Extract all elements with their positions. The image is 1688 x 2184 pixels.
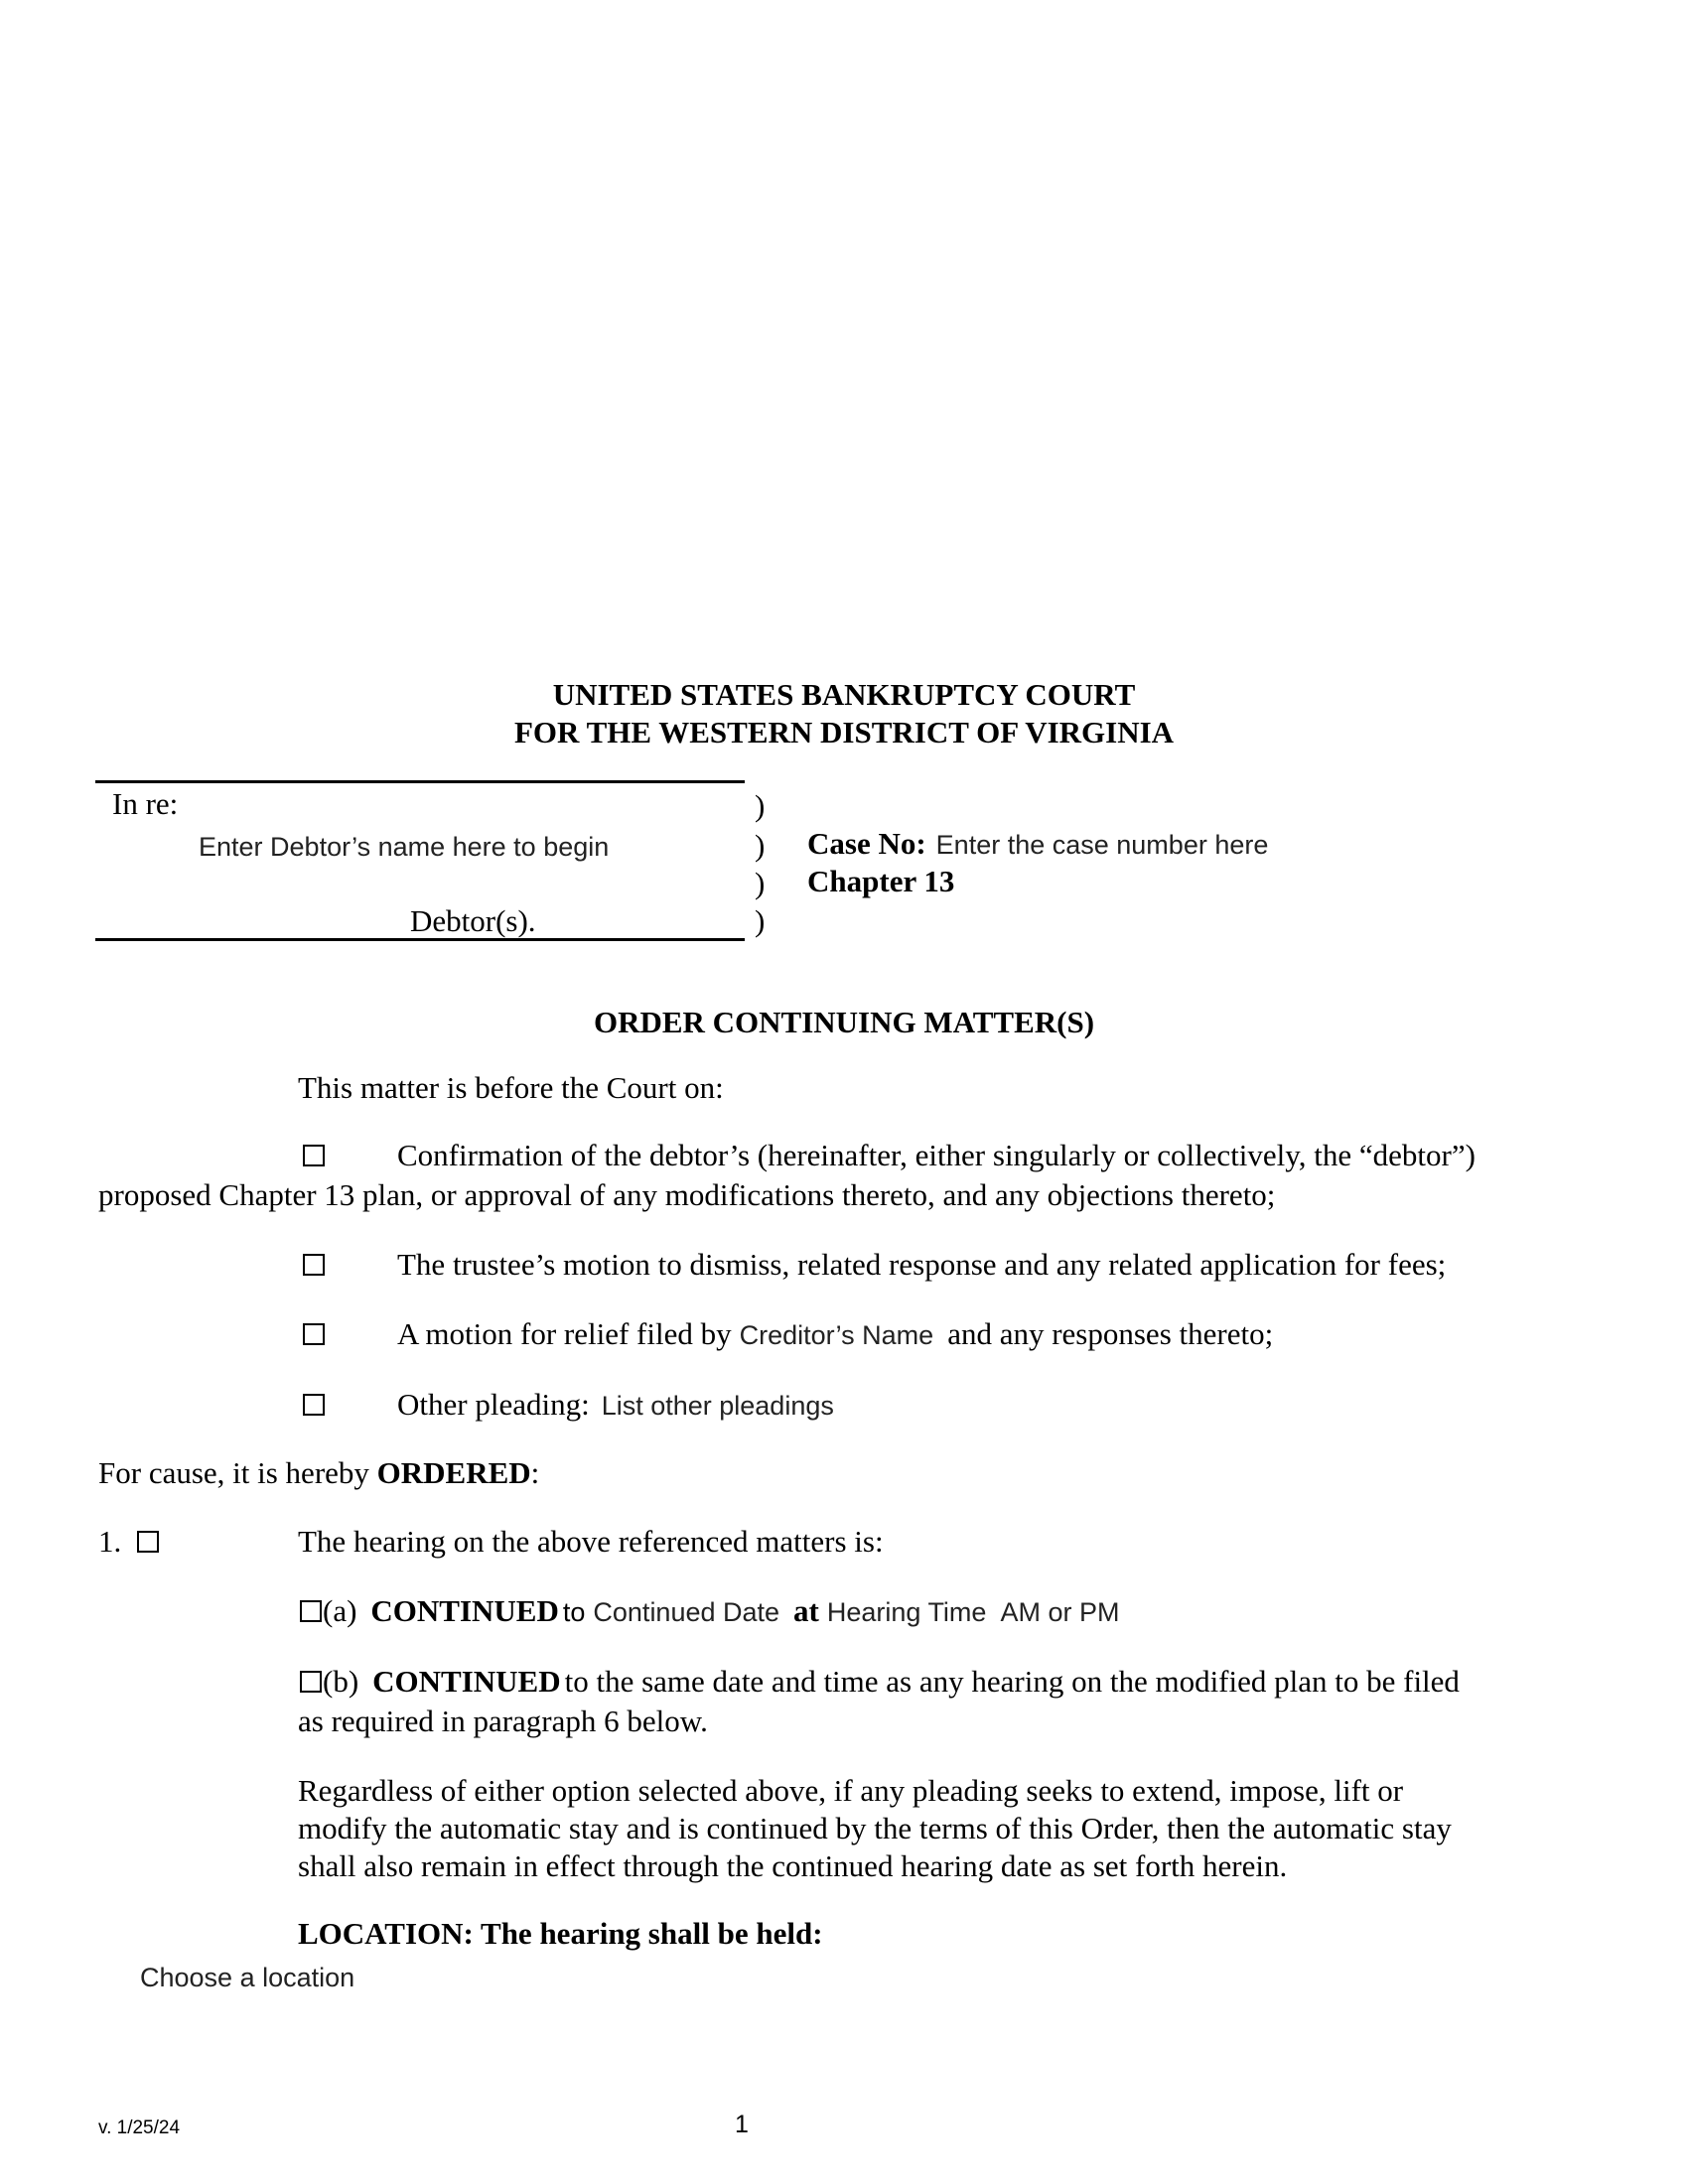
option-b-label: (b) <box>323 1664 359 1699</box>
case-number-field[interactable]: Enter the case number here <box>935 830 1269 860</box>
ordered-post: : <box>530 1455 540 1490</box>
ordered-bold: ORDERED <box>376 1455 531 1490</box>
dismiss-text: The trustee’s motion to dismiss, related response and any related application for fees; <box>397 1247 1447 1282</box>
caption-paren: ) <box>755 866 766 900</box>
relief-text-pre: A motion for relief filed by <box>397 1316 732 1351</box>
court-name-line2: FOR THE WESTERN DISTRICT OF VIRGINIA <box>513 715 1175 750</box>
item-1-number: 1. <box>98 1524 122 1559</box>
debtors-label: Debtor(s). <box>410 903 536 938</box>
location-label: LOCATION: The hearing shall be held: <box>298 1916 823 1951</box>
continued-date-field[interactable]: Continued Date <box>593 1597 780 1627</box>
other-pleading-label: Other pleading: <box>397 1387 590 1422</box>
other-pleading-checkbox[interactable] <box>303 1394 325 1416</box>
location-dropdown[interactable]: Choose a location <box>140 1963 355 1992</box>
option-a-label: (a) <box>323 1593 357 1628</box>
case-no-label: Case No: <box>807 826 926 861</box>
other-pleadings-field[interactable]: List other pleadings <box>601 1391 834 1421</box>
hearing-time-field[interactable]: Hearing Time <box>826 1597 987 1627</box>
in-re-label: In re: <box>112 786 179 821</box>
ordered-pre: For cause, it is hereby <box>98 1455 369 1490</box>
option-b-text-line1: to the same date and time as any hearing on the modified plan to be filed <box>564 1664 1460 1699</box>
ordered-line <box>98 1455 539 1491</box>
intro-text: This matter is before the Court on: <box>298 1070 724 1105</box>
option-a-checkbox[interactable] <box>300 1600 322 1622</box>
option-a-line <box>323 1593 1119 1629</box>
item-1-checkbox[interactable] <box>137 1531 159 1553</box>
stay-text-line2: modify the automatic stay and is continued by the terms of this Order, then the automatic stay <box>298 1811 1452 1845</box>
dismiss-checkbox[interactable] <box>303 1254 325 1276</box>
form-version: v. 1/25/24 <box>98 2117 181 2138</box>
confirmation-checkbox[interactable] <box>303 1145 325 1166</box>
confirmation-text-line1: Confirmation of the debtor’s (hereinafter, either singularly or collectively, the “debtor”) <box>397 1138 1476 1172</box>
option-b-checkbox[interactable] <box>300 1671 322 1693</box>
caption-paren: ) <box>755 828 766 863</box>
option-a-at: at <box>793 1593 819 1628</box>
creditor-name-field[interactable]: Creditor’s Name <box>739 1320 934 1350</box>
option-b-continued: CONTINUED <box>372 1664 561 1699</box>
am-pm-field[interactable]: AM or PM <box>1000 1597 1120 1627</box>
page-number: 1 <box>735 2111 749 2138</box>
case-number-line <box>807 826 1268 862</box>
debtor-name-field[interactable]: Enter Debtor’s name here to begin <box>199 832 610 862</box>
order-title: ORDER CONTINUING MATTER(S) <box>593 1005 1095 1039</box>
other-pleading-line <box>397 1387 834 1423</box>
option-b-line <box>323 1664 1460 1700</box>
caption-paren: ) <box>755 788 766 823</box>
confirmation-text-line2: proposed Chapter 13 plan, or approval of any modifications thereto, and any objections thereto; <box>98 1177 1276 1212</box>
stay-text-line1: Regardless of either option selected above, if any pleading seeks to extend, impose, lift or <box>298 1773 1404 1808</box>
option-a-to: to <box>562 1597 586 1627</box>
chapter-label: Chapter 13 <box>807 864 955 898</box>
relief-text-post: and any responses thereto; <box>947 1316 1274 1351</box>
caption-top-rule <box>95 780 745 783</box>
option-a-continued: CONTINUED <box>370 1593 559 1628</box>
caption-bottom-rule <box>95 938 745 941</box>
caption-paren: ) <box>755 903 766 938</box>
relief-line <box>397 1316 1273 1352</box>
option-b-text-line2: as required in paragraph 6 below. <box>298 1704 708 1738</box>
item-1-text: The hearing on the above referenced matters is: <box>298 1524 884 1559</box>
stay-text-line3: shall also remain in effect through the continued hearing date as set forth herein. <box>298 1848 1288 1883</box>
relief-checkbox[interactable] <box>303 1323 325 1345</box>
court-name-line1: UNITED STATES BANKRUPTCY COURT <box>552 677 1136 712</box>
